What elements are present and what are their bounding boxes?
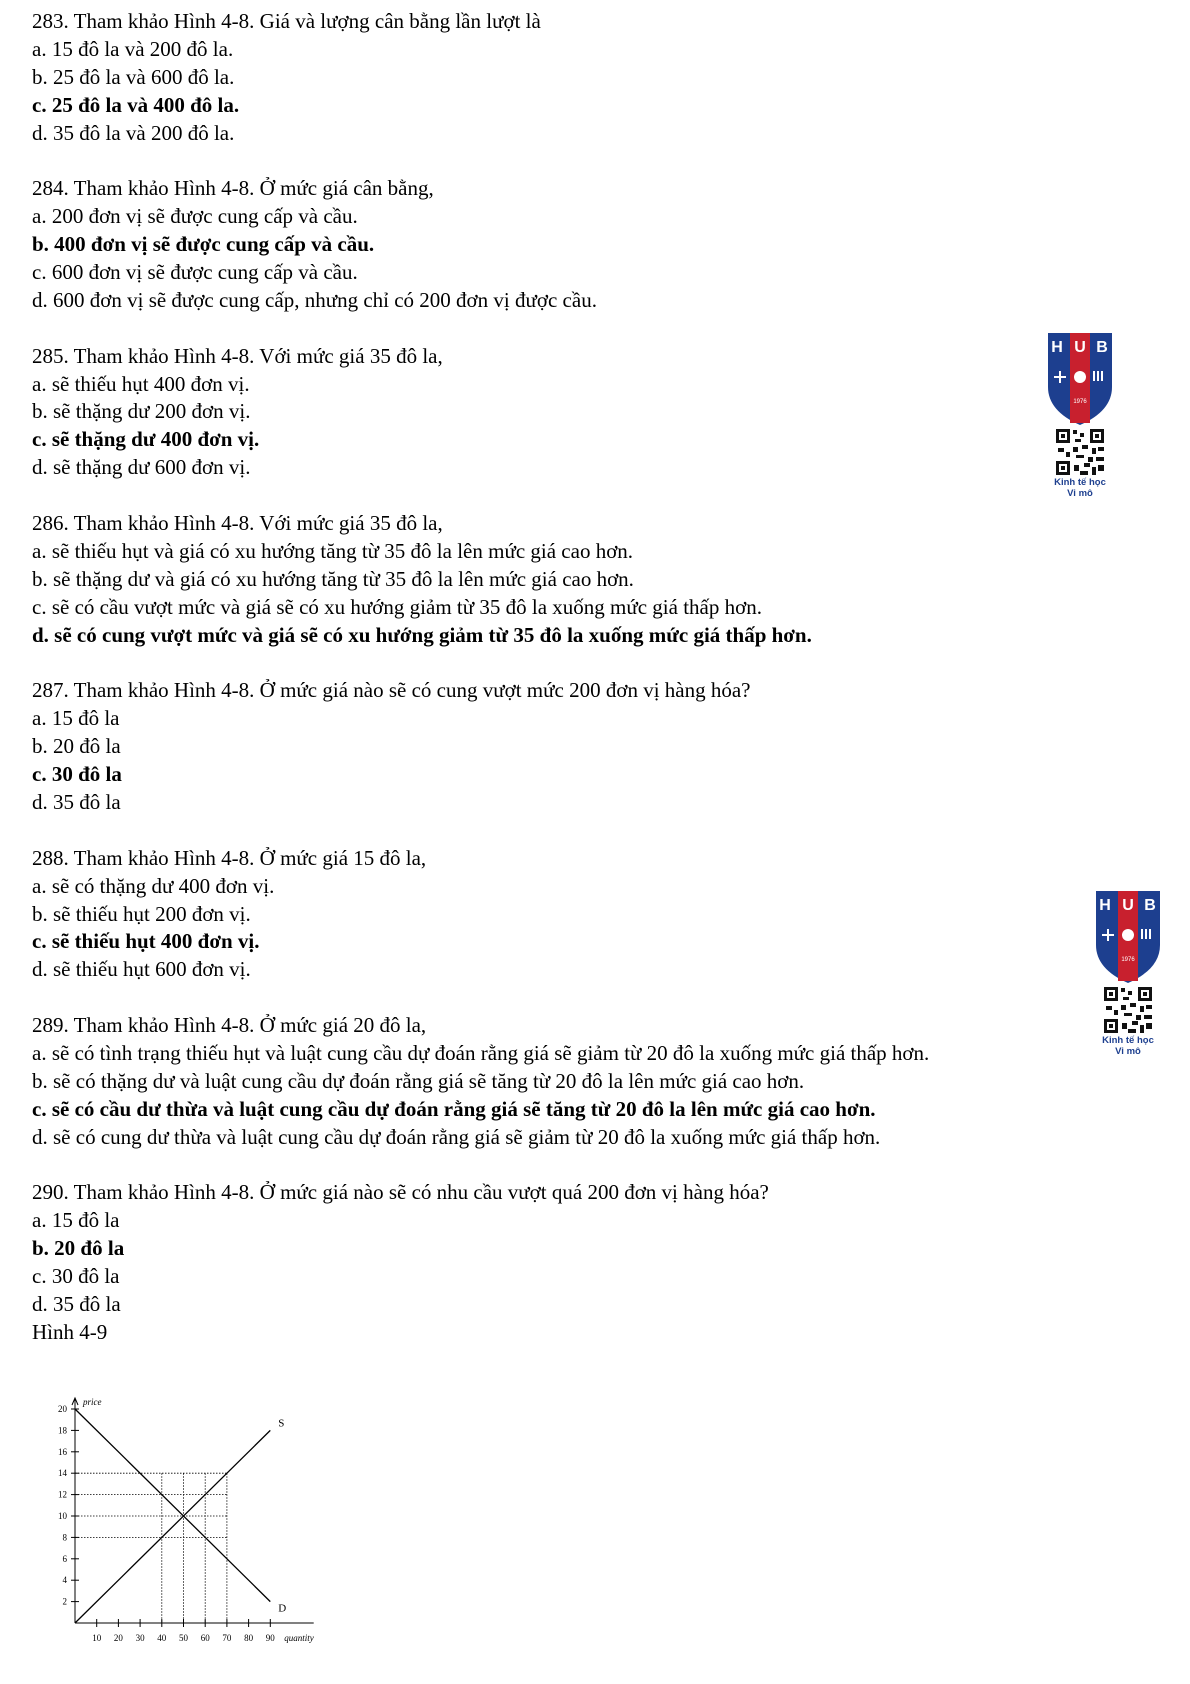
answer-option: a. sẽ thiếu hụt 400 đơn vị. (32, 371, 250, 396)
hub-logo-2 (1088, 885, 1168, 1057)
series-line-d (75, 1409, 270, 1602)
x-tick-label: 20 (113, 1633, 123, 1643)
y-tick-label: 12 (58, 1489, 67, 1500)
answer-option: b. 25 đô la và 600 đô la. (32, 64, 235, 89)
question-text: 283. Tham khảo Hình 4-8. Giá và lượng cân bằng lần lượt là (32, 9, 541, 33)
y-tick-label: 4 (62, 1575, 67, 1586)
answer-option: b. sẽ thặng dư và giá có xu hướng tăng từ 35 đô la lên mức giá cao hơn. (32, 566, 634, 591)
question-text: 290. Tham khảo Hình 4-8. Ở mức giá nào sẽ có nhu cầu vượt quá 200 đơn vị hàng hóa? (32, 1180, 769, 1205)
hub-shield-icon (1040, 327, 1120, 477)
svg-text:1976: 1976 (1121, 957, 1135, 963)
svg-text:H: H (1099, 897, 1111, 914)
logo-caption-line1: Kinh tế học (1102, 1035, 1154, 1046)
y-tick-label: 16 (58, 1446, 67, 1457)
answer-option: b. sẽ thặng dư 200 đơn vị. (32, 399, 251, 424)
answer-option: a. 200 đơn vị sẽ được cung cấp và cầu. (32, 204, 358, 229)
x-axis-label: quantity (284, 1633, 314, 1643)
hub-logo-1 (1040, 327, 1120, 499)
hub-shield-icon (1088, 885, 1168, 1035)
answer-option: d. 35 đô la (32, 1291, 121, 1316)
x-tick-label: 60 (200, 1633, 210, 1643)
x-tick-label: 80 (244, 1633, 254, 1643)
answer-option-correct: c. 30 đô la (32, 762, 122, 787)
answer-option: d. 35 đô la (32, 789, 121, 814)
question-text: 284. Tham khảo Hình 4-8. Ở mức giá cân bằng, (32, 176, 434, 201)
y-tick-label: 8 (62, 1532, 67, 1543)
answer-option: a. 15 đô la và 200 đô la. (32, 36, 234, 61)
y-tick-label: 20 (58, 1404, 67, 1414)
logo-caption-line2: Vi mô (1115, 1046, 1141, 1057)
answer-option: a. sẽ có tình trạng thiếu hụt và luật cung cầu dự đoán rằng giá sẽ giảm từ 20 đô la xuống mức giá thấp hơn. (32, 1040, 930, 1065)
svg-text:H: H (1051, 339, 1063, 356)
figure-caption: Hình 4-9 (32, 1319, 108, 1344)
y-tick-label: 18 (58, 1425, 67, 1436)
logo-caption-line1: Kinh tế học (1054, 477, 1106, 488)
answer-option: d. sẽ có cung dư thừa và luật cung cầu dự đoán rằng giá sẽ giảm từ 20 đô la xuống mức giá thấp hơn. (32, 1124, 881, 1149)
answer-option-correct: d. sẽ có cung vượt mức và giá sẽ có xu hướng giảm từ 35 đô la xuống mức giá thấp hơn. (32, 622, 812, 647)
answer-option-correct: b. 20 đô la (32, 1236, 125, 1261)
answer-option: a. 15 đô la (32, 1208, 120, 1233)
x-tick-label: 40 (157, 1633, 167, 1643)
answer-option: d. sẽ thặng dư 600 đơn vị. (32, 455, 251, 480)
answer-option: d. 600 đơn vị sẽ được cung cấp, nhưng chỉ có 200 đơn vị được cầu. (32, 287, 597, 312)
svg-text:1976: 1976 (1073, 399, 1087, 405)
y-tick-label: 10 (58, 1511, 67, 1521)
answer-option: a. 15 đô la (32, 706, 120, 731)
svg-text:B: B (1144, 897, 1156, 914)
question-text: 289. Tham khảo Hình 4-8. Ở mức giá 20 đô la, (32, 1013, 427, 1038)
answer-option: b. 20 đô la (32, 734, 121, 759)
answer-option: a. sẽ thiếu hụt và giá có xu hướng tăng từ 35 đô la lên mức giá cao hơn. (32, 538, 634, 563)
answer-option: c. 30 đô la (32, 1264, 120, 1289)
answer-option-correct: c. 25 đô la và 400 đô la. (32, 92, 240, 117)
answer-option: c. sẽ có cầu vượt mức và giá sẽ có xu hướng giảm từ 35 đô la xuống mức giá thấp hơn. (32, 594, 762, 619)
svg-text:U: U (1122, 897, 1134, 914)
svg-text:U: U (1074, 339, 1086, 356)
question-text: 286. Tham khảo Hình 4-8. Với mức giá 35 đô la, (32, 511, 443, 536)
answer-option: a. sẽ có thặng dư 400 đơn vị. (32, 873, 275, 898)
answer-option: d. sẽ thiếu hụt 600 đơn vị. (32, 957, 251, 982)
answer-option: b. sẽ thiếu hụt 200 đơn vị. (32, 901, 251, 926)
question-list (32, 8, 1092, 1347)
x-tick-label: 30 (135, 1633, 145, 1643)
x-tick-label: 90 (265, 1633, 275, 1643)
answer-option-correct: c. sẽ thặng dư 400 đơn vị. (32, 427, 260, 452)
question-text: 287. Tham khảo Hình 4-8. Ở mức giá nào sẽ có cung vượt mức 200 đơn vị hàng hóa? (32, 678, 751, 703)
y-tick-label: 2 (62, 1596, 67, 1607)
answer-option-correct: b. 400 đơn vị sẽ được cung cấp và cầu. (32, 232, 375, 257)
y-axis-label: price (83, 1397, 102, 1407)
question-text: 285. Tham khảo Hình 4-8. Với mức giá 35 đô la, (32, 343, 443, 368)
question-text: 288. Tham khảo Hình 4-8. Ở mức giá 15 đô la, (32, 845, 427, 870)
supply-demand-chart (38, 1373, 358, 1648)
series-line-s (75, 1430, 270, 1623)
x-tick-label: 10 (92, 1633, 102, 1643)
y-tick-label: 6 (62, 1553, 67, 1564)
logo-caption-line2: Vi mô (1067, 488, 1093, 499)
x-tick-label: 50 (179, 1633, 188, 1643)
svg-text:B: B (1096, 339, 1108, 356)
answer-option: c. 600 đơn vị sẽ được cung cấp và cầu. (32, 260, 358, 285)
answer-option-correct: c. sẽ có cầu dư thừa và luật cung cầu dự đoán rằng giá sẽ tăng từ 20 đô la lên mức giá cao hơn. (32, 1096, 876, 1121)
answer-option: d. 35 đô la và 200 đô la. (32, 120, 235, 145)
x-tick-label: 70 (222, 1633, 232, 1643)
series-label-d: D (278, 1602, 287, 1615)
y-tick-label: 14 (58, 1468, 67, 1479)
series-label-s: S (278, 1417, 285, 1430)
answer-option-correct: c. sẽ thiếu hụt 400 đơn vị. (32, 929, 260, 954)
answer-option: b. sẽ có thặng dư và luật cung cầu dự đoán rằng giá sẽ tăng từ 20 đô la lên mức giá cao hơn. (32, 1068, 805, 1093)
